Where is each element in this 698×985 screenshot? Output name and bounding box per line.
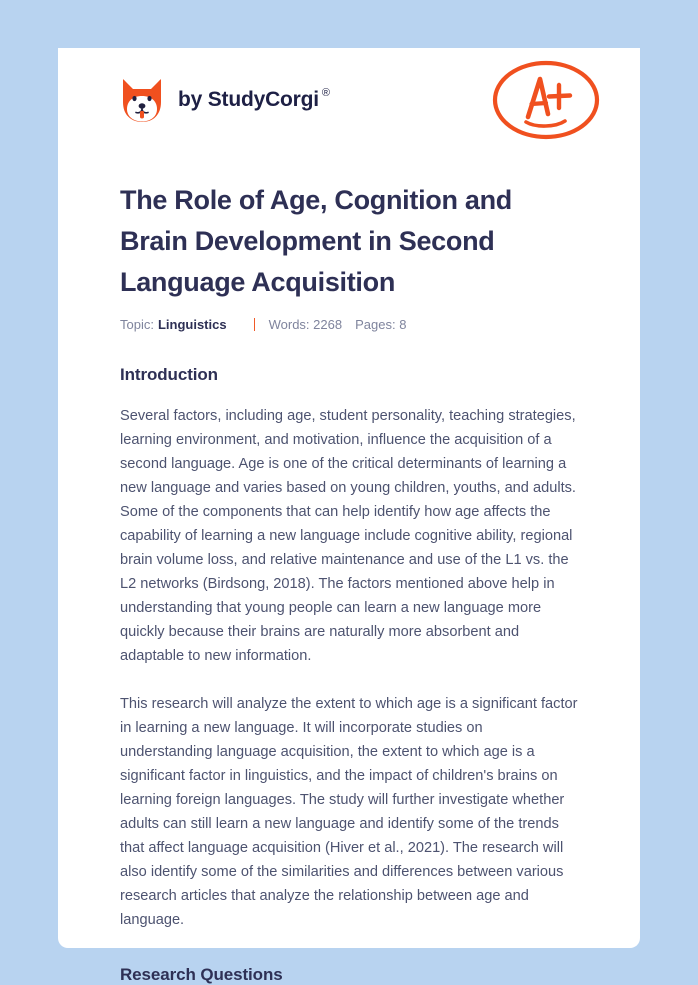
- meta-topic: [120, 317, 227, 332]
- document-meta: [120, 317, 578, 332]
- corgi-face-icon: [120, 76, 164, 124]
- registered-trademark-icon: ®: [321, 87, 330, 99]
- meta-topic-label: Topic:: [120, 317, 154, 332]
- paragraph: Several factors, including age, student personality, teaching strategies, learning environment, and motivation, influence the acquisition of a second language. Age is one of the critical determinants of learning a new language and varies based on young children, youths, and adults. Some of the components that can help identify how age affects the capability of learning a new language include cognitive ability, regional brain volume loss, and relative maintenance and use of the L1 vs. the L2 networks (Birdsong, 2018). The factors mentioned above help in understanding that young people can learn a new language more quickly because their brains are naturally more absorbent and adaptable to new information.: [120, 408, 576, 664]
- a-plus-badge-icon: [490, 59, 602, 141]
- meta-words-label: Words:: [268, 317, 310, 332]
- page-content: [58, 48, 640, 984]
- meta-topic-value[interactable]: Linguistics: [157, 317, 227, 332]
- document-page: [58, 48, 640, 984]
- meta-words-value: 2268: [313, 317, 343, 332]
- brand-name-text: by StudyCorgi: [178, 88, 319, 111]
- brand-name: [178, 88, 330, 112]
- meta-pages-label: Pages:: [355, 317, 396, 332]
- document-header: [120, 48, 578, 152]
- meta-pages: [355, 317, 406, 332]
- section-heading-introduction: Introduction: [120, 365, 218, 384]
- section-heading-research-questions: Research Questions: [120, 965, 283, 984]
- meta-pages-value: 8: [399, 317, 407, 332]
- meta-separator: [254, 318, 255, 331]
- page-title: The Role of Age, Cognition and Brain Development in Second Language Acquisition: [120, 185, 512, 297]
- meta-words: [269, 317, 342, 332]
- paragraph: This research will analyze the extent to which age is a significant factor in learning a new language. It will incorporate studies on understanding language acquisition, the extent to which age is a significant factor in linguistics, and the impact of children's brains on learning foreign languages. The study will further investigate whether adults can still learn a new language and identify some of the trends that affect language acquisition (Hiver et al., 2021). The research will also identify some of the similarities and differences between various research articles that analyze the relationship between age and language.: [120, 696, 578, 928]
- studycorgi-brand[interactable]: [120, 76, 330, 124]
